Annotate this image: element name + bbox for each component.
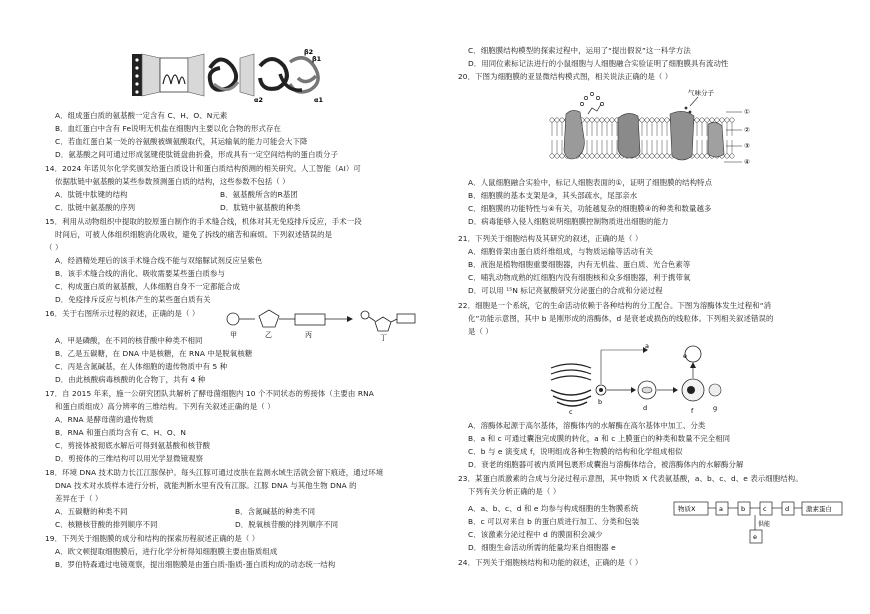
question-17-text: 和蛋白质组成）高分辨率的三维结构。下列有关叙述正确的是（ ） [55, 402, 275, 411]
question-14-text: 14．2024 年诺贝尔化学奖颁发给蛋白质设计和蛋白质结构预测的相关研究。人工智能（AI）可 [45, 164, 361, 173]
option-text: A．溶酶体起源于高尔基体，溶酶体内的水解酶在高尔基体中加工、分类 [468, 421, 706, 430]
question-23-text: 下列有关分析正确的是（ ） [468, 487, 561, 496]
option-text: B．氨基酸所含的R基团 [220, 190, 298, 199]
ding-label: 丁 [380, 334, 387, 341]
option-text: C．该激素分泌过程中 d 的膜面积会减少 [468, 530, 603, 539]
alpha1-label: α1 [314, 96, 323, 104]
alpha2-label: α2 [254, 96, 263, 104]
option-text: D．用同位素标记法进行的小鼠细胞与人细胞融合实验证明了细胞膜具有流动性 [468, 59, 729, 68]
hemoglobin-figure [130, 44, 350, 104]
question-15-text: （ ） [45, 243, 63, 252]
option-text: C．哺乳动物成熟的红细胞内没有细胞核和众多细胞器，利于携带氧 [468, 273, 691, 282]
question-16-text: 16．关于右图所示过程的叙述，正确的是（ ） [45, 309, 200, 318]
option-text: B．液泡是植物细胞重要细胞器，内有无机盐、蛋白质、光合色素等 [468, 260, 691, 269]
option-text: C．核糖核苷酸的排列顺序不同 [55, 520, 158, 529]
option-text: A．五碳糖的种类不同 [55, 507, 128, 516]
option-text: D．脱氧核苷酸的排列顺序不同 [235, 520, 339, 529]
option-text: A．甲是磷酸，在不同的核苷酸中种类不相同 [55, 336, 203, 345]
node-b: b [741, 505, 746, 513]
option-text: C．丙是含氮碱基，在人体细胞的遗传物质中有 5 种 [55, 362, 228, 371]
jia-label: 甲 [230, 331, 237, 339]
hormone-protein-box: 激素蛋白 [806, 505, 832, 513]
beta2-label: β2 [304, 48, 314, 56]
mark-e: e [683, 352, 687, 360]
left-column [45, 0, 455, 614]
option-text: B．RNA 和蛋白质均含有 C、H、O、N [55, 428, 186, 437]
node-c: c [763, 505, 767, 513]
cell-membrane-figure [548, 84, 778, 174]
option-text: D．免疫排斥反应与机体产生的某些蛋白质有关 [55, 295, 211, 304]
question-18-text: 差异在于（ ） [55, 494, 103, 503]
question-20-text: 20．下图为细胞膜的亚显微结构模式图，相关说法正确的是（ ） [458, 72, 673, 81]
node-e: e [753, 533, 757, 541]
option-text: C．剪接体被彻底水解后可得到氨基酸和核苷酸 [55, 441, 211, 450]
option-text: A．经酒精处理后的该手术缝合线不能与双缩脲试剂反应呈紫色 [55, 256, 263, 265]
mark-1: ① [744, 108, 750, 116]
option-text: C．若血红蛋白某一处的谷氨酸被缬氨酸取代，其运输氧的能力可能会大下降 [55, 137, 308, 146]
mark-g: g [713, 404, 718, 412]
question-18-text: DNA 技术对水质样本进行分析，就能判断水里有没有江豚。江豚 DNA 与其他生物 DNA 的 [55, 481, 357, 490]
question-22-text: 22．细胞是一个系统，它的生命活动依赖于各种结构的分工配合。下图为溶酶体发生过程和“消 [458, 301, 772, 310]
mark-a: a [645, 342, 649, 350]
substance-x-box: 物质X [678, 505, 696, 513]
option-text: B．a 和 c 可通过囊泡完成膜的转化，a 和 c 上膜蛋白的种类和数量不完全相同 [468, 434, 731, 443]
option-text: C．细胞膜的功能特性与④有关，功能越复杂的细胞膜④的种类和数量越多 [468, 204, 712, 213]
mark-4: ④ [744, 158, 750, 166]
question-17-text: 17．自 2015 年来，施一公研究团队共解析了酵母菌细胞内 10 个不同状态的剪接体（主要由 RNA [45, 389, 374, 398]
option-text: C．构成蛋白质的氨基酸，人体细胞自身不一定都能合成 [55, 282, 241, 291]
question-14-text: 依据肽链中氨基酸的某些参数预测蛋白质的结构，这些参数不包括（ ） [55, 177, 290, 186]
lysosome-figure [543, 338, 723, 418]
option-text: B．细胞膜的基本支架是③，其头部疏水，尾部亲水 [468, 191, 638, 200]
question-19-text: 19．下列关于细胞膜的成分和结构的探索历程叙述正确的是（ ） [45, 534, 260, 543]
option-text: D．氨基酸之间可通过形成氢键使肽链盘曲折叠，形成具有一定空间结构的蛋白质分子 [55, 150, 338, 159]
beta1-label: β1 [312, 55, 322, 63]
question-21-text: 21．下列关于细胞结构及其研究的叙述，正确的是（ ） [458, 234, 643, 243]
energy-supply-label: 供能 [758, 521, 771, 528]
option-text: A．组成蛋白质的氨基酸一定含有 C、H、O、N元素 [55, 111, 228, 120]
option-text: D．肽链中氨基酸的种类 [220, 203, 301, 212]
option-text: B．该手术缝合线的消化、吸收需要某些蛋白质参与 [55, 269, 225, 278]
option-text: A．人鼠细胞融合实验中，标记人细胞表面的①，证明了细胞膜的结构特点 [468, 178, 713, 187]
right-column [458, 0, 863, 614]
option-text: C．肽链中氨基酸的序列 [55, 203, 136, 212]
hormone-pathway-diagram [672, 498, 862, 544]
option-text: D．可以用 ¹⁵N 标记亮氨酸研究分泌蛋白的合成和分泌过程 [468, 286, 663, 295]
question-22-text: 化”功能示意图，其中 b 是刚形成的溶酶体，d 是衰老或损伤的线粒体。下列相关叙述错误的 [468, 314, 774, 323]
mark-b: b [598, 398, 603, 406]
yi-label: 乙 [265, 331, 272, 339]
node-d: d [785, 505, 790, 513]
option-text: B．含氮碱基的种类不同 [235, 507, 316, 516]
question-15-text: 15．利用从动物组织中提取的胶原蛋白制作的手术缝合线，机体对其无免疫排斥反应，手术一段 [45, 217, 362, 226]
question-18-text: 18．环境 DNA 技术助力长江江豚保护。每头江豚可通过皮肤在监测水域生活就会留下痕迹，通过环境 [45, 468, 384, 477]
option-text: A．欧文顿提取细胞膜后，进行化学分析得知细胞膜主要由脂质组成 [55, 547, 278, 556]
question-22-text: 是（ ） [468, 327, 493, 336]
option-text: A．RNA 是酵母菌的遗传物质 [55, 415, 154, 424]
option-text: B．c 可以对来自 b 的蛋白质进行加工、分类和包装 [468, 517, 640, 526]
question-24-text: 24．下列关于细胞核结构和功能的叙述，正确的是（ ） [458, 558, 643, 567]
option-text: A．细胞骨架由蛋白质纤维组成，与物质运输等活动有关 [468, 247, 653, 256]
mark-c: c [569, 408, 573, 416]
option-text: A．a、b、c、d 和 e 均参与构成细胞的生物膜系统 [468, 504, 639, 513]
mark-d: d [643, 404, 648, 412]
option-text: B．乙是五碳糖，在 DNA 中是核糖，在 RNA 中是脱氧核糖 [55, 349, 253, 358]
bing-label: 丙 [305, 331, 312, 339]
question-23-text: 23．某蛋白质激素的合成与分泌过程示意图，其中物质 X 代表氨基酸，a、b、c、d、e 表示细胞结构。 [458, 474, 803, 483]
question-15-text: 时间后，可被人体组织细胞消化吸收，避免了拆线的痛苦和麻烦。下列叙述错误的是 [55, 230, 333, 239]
node-a: a [719, 505, 723, 513]
option-text: D．剪接体的三维结构可以用光学显微镜观察 [55, 454, 204, 463]
option-text: B．血红蛋白中含有 Fe说明无机盐在细胞内主要以化合物的形式存在 [55, 124, 281, 133]
mark-f: f [691, 407, 694, 415]
option-text: D．衰老的细胞器可被内质网包裹形成囊泡与溶酶体结合，被溶酶体内的水解酶分解 [468, 460, 744, 469]
option-text: A．肽链中肽键的结构 [55, 190, 128, 199]
option-text: C．b 与 e 演变成 f，说明组成各种生物膜的结构和化学组成相似 [468, 447, 683, 456]
odor-molecule-label: 气味分子 [688, 89, 714, 97]
nucleotide-diagram [225, 305, 455, 341]
option-text: D．由此核酸病毒核酸的化合物丁，共有 4 种 [55, 375, 206, 384]
option-text: B．罗伯特森通过电镜观察，提出细胞膜是由蛋白质-脂质-蛋白质构成的动态统一结构 [55, 560, 336, 569]
option-text: D．病毒能够入侵人细胞说明细胞膜控制物质进出细胞的能力 [468, 217, 669, 226]
mark-3: ③ [744, 142, 750, 150]
mark-2: ② [744, 126, 750, 134]
option-text: C．细胞膜结构模型的探索过程中，运用了“提出假说”这一科学方法 [468, 46, 691, 55]
option-text: D．细胞生命活动所需的能量均来自细胞器 e [468, 543, 616, 552]
